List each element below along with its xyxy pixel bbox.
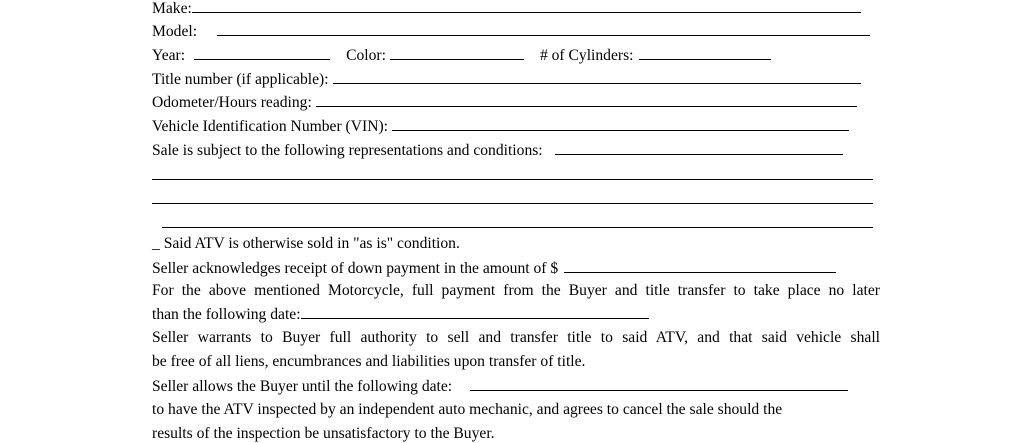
- title-number-field[interactable]: [333, 70, 861, 84]
- inspection-date-row: [152, 377, 848, 396]
- warranty-text-line-2: be free of all liens, encumbrances and liabilities upon transfer of title.: [152, 353, 586, 370]
- vin-field[interactable]: [392, 117, 849, 131]
- following-date-label: than the following date:: [152, 306, 301, 323]
- make-label: Make:: [152, 0, 192, 17]
- down-payment-label: Seller acknowledges receipt of down payment in the amount of $: [152, 260, 559, 277]
- model-field[interactable]: [217, 22, 870, 36]
- make-field[interactable]: [192, 0, 861, 13]
- model-row: [152, 22, 870, 41]
- down-payment-row: [152, 259, 836, 278]
- cylinders-field[interactable]: [639, 46, 771, 60]
- model-label: Model:: [152, 23, 198, 40]
- title-number-label: Title number (if applicable):: [152, 71, 329, 88]
- year-field[interactable]: [194, 46, 330, 60]
- inspection-text-line-2: results of the inspection be unsatisfactory to the Buyer.: [152, 425, 495, 442]
- as-is-row: [152, 235, 460, 253]
- color-field[interactable]: [390, 46, 524, 60]
- make-row: [152, 0, 861, 18]
- odometer-row: [152, 93, 857, 112]
- following-date-row: [152, 305, 649, 324]
- odometer-field[interactable]: [316, 93, 857, 107]
- conditions-blank-line-3[interactable]: [162, 214, 873, 228]
- year-color-cylinders-row: [152, 46, 771, 65]
- inspection-date-label: Seller allows the Buyer until the following date:: [152, 378, 453, 395]
- odometer-label: Odometer/Hours reading:: [152, 94, 312, 111]
- conditions-row: [152, 141, 843, 160]
- inspection-text-line-1: to have the ATV inspected by an independent auto mechanic, and agrees to cancel the sale should the: [152, 401, 783, 418]
- conditions-field[interactable]: [555, 141, 843, 155]
- cylinders-label: # of Cylinders:: [539, 47, 634, 64]
- warranty-text-line-1: Seller warrants to Buyer full authority to sell and transfer title to said ATV, and that said vehicle shall: [152, 329, 880, 346]
- color-label: Color:: [346, 47, 386, 64]
- year-label: Year:: [152, 47, 186, 64]
- as-is-text: _ Said ATV is otherwise sold in "as is" condition.: [152, 235, 460, 252]
- title-number-row: [152, 70, 861, 89]
- inspection-date-field[interactable]: [470, 377, 848, 391]
- vin-row: [152, 117, 849, 136]
- down-payment-field[interactable]: [564, 259, 836, 273]
- conditions-blank-line-1[interactable]: [152, 166, 873, 180]
- conditions-label: Sale is subject to the following representations and conditions:: [152, 142, 543, 159]
- full-payment-text: For the above mentioned Motorcycle, full payment from the Buyer and title transfer to take place no later: [152, 282, 880, 299]
- vin-label: Vehicle Identification Number (VIN):: [152, 118, 388, 135]
- following-date-field[interactable]: [301, 305, 649, 319]
- conditions-blank-line-2[interactable]: [152, 190, 873, 204]
